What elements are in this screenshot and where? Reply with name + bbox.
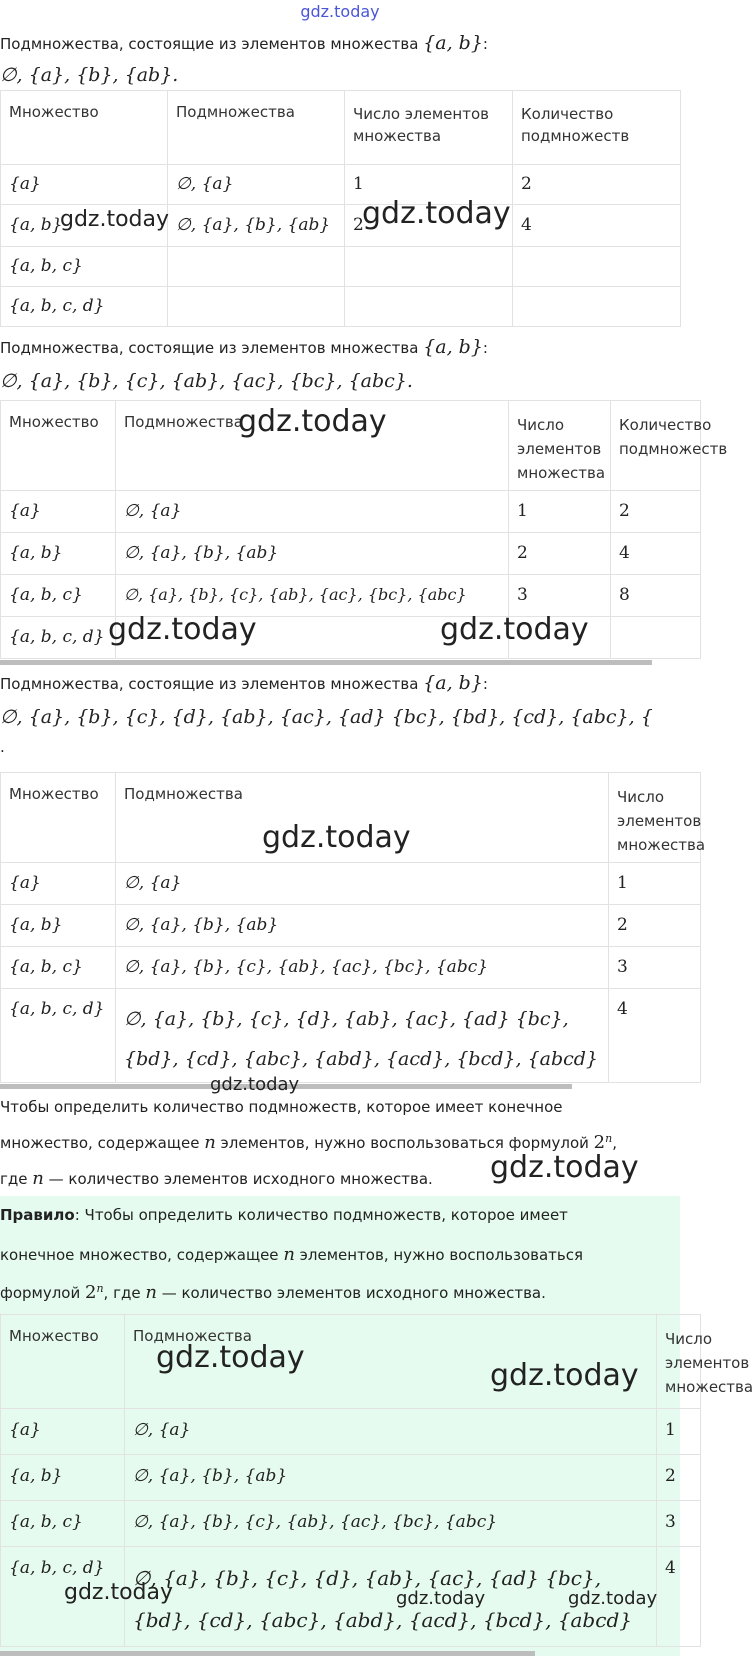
cell-subsets-line: {bd}, {cd}, {abc}, {abd}, {acd}, {bcd}, {abcd} [133, 1608, 632, 1632]
table-row [1, 247, 681, 287]
cell-set: {a, b, c} [1, 1501, 125, 1547]
site-watermark-header: gdz.today [300, 2, 380, 21]
watermark-text: gdz.today [238, 404, 387, 439]
rule-text: — количество элементов исходного множества. [156, 1284, 546, 1302]
block2-subsets-line: ∅, {a}, {b}, {c}, {ab}, {ac}, {bc}, {abc}. [0, 370, 413, 392]
header-subsets: Подмножества [125, 1315, 657, 1409]
cell-subsets-line: ∅, {a}, {b}, {c}, {d}, {ab}, {ac}, {ad} {bc}, [124, 1008, 569, 1030]
header-subsets: Подмножества [116, 773, 609, 863]
cell-subsets: ∅, {a} [116, 491, 509, 533]
formula-two: 2 [593, 1132, 606, 1153]
rule-exponent: n [96, 1282, 104, 1295]
cell-element-count: 3 [609, 947, 701, 989]
header-element-count: Число элементов множества [657, 1315, 701, 1409]
rule-line-1 [0, 1206, 568, 1224]
watermark-text: gdz.today [396, 1588, 486, 1609]
rule-two: 2 [85, 1282, 97, 1303]
table-row [1, 491, 701, 533]
cell-element-count: 2 [509, 533, 611, 575]
table-row [1, 1501, 701, 1547]
block2-intro-set: {a, b} [423, 336, 483, 358]
cell-subsets [168, 287, 345, 327]
table-header-row [1, 91, 681, 165]
horizontal-scrollbar[interactable] [0, 1651, 535, 1656]
header-element-count: Число элементов множества [345, 91, 513, 165]
cell-element-count: 4 [657, 1547, 701, 1647]
cell-set: {a, b, c, d} [1, 989, 116, 1083]
formula-n: n [32, 1168, 44, 1189]
cell-element-count: 1 [657, 1409, 701, 1455]
formula-text: , [612, 1134, 617, 1152]
watermark-text: gdz.today [156, 1340, 305, 1375]
cell-set: {a, b, c} [1, 247, 168, 287]
table-row [1, 617, 701, 659]
cell-element-count: 1 [509, 491, 611, 533]
cell-set: {a, b} [1, 205, 168, 247]
header-subset-count: Количество подмножеств [513, 91, 681, 165]
cell-subset-count [513, 287, 681, 327]
formula-text: где [0, 1170, 33, 1188]
table-row [1, 1409, 701, 1455]
formula-exponent: n [605, 1132, 613, 1145]
block2-intro [0, 336, 488, 358]
rule-line-2 [0, 1244, 583, 1265]
rule-text: конечное множество, содержащее [0, 1246, 284, 1264]
table-row [1, 575, 701, 617]
formula-line-3 [0, 1168, 433, 1189]
watermark-text: gdz.today [64, 1580, 174, 1605]
watermark-text: gdz.today [108, 612, 257, 647]
cell-set: {a, b, c} [1, 947, 116, 989]
watermark-text: gdz.today [490, 1150, 639, 1185]
cell-set: {a} [1, 165, 168, 205]
cell-element-count: 3 [657, 1501, 701, 1547]
cell-set: {a, b} [1, 533, 116, 575]
cell-element-count [345, 287, 513, 327]
block2-intro-tail: : [482, 339, 488, 357]
block3-subsets-line: ∅, {a}, {b}, {c}, {d}, {ab}, {ac}, {ad} {bc}, {bd}, {cd}, {abc}, { [0, 706, 653, 728]
watermark-text: gdz.today [262, 820, 411, 855]
formula-text: элементов, нужно воспользоваться формулой [215, 1134, 594, 1152]
cell-subset-count [611, 617, 701, 659]
header-subsets: Подмножества [168, 91, 345, 165]
formula-n: n [204, 1132, 216, 1153]
header-subsets: Подмножества [116, 401, 509, 491]
block1-intro [0, 32, 488, 54]
watermark-text: gdz.today [210, 1074, 300, 1095]
cell-subsets-line: {bd}, {cd}, {abc}, {abd}, {acd}, {bcd}, {abcd} [124, 1048, 599, 1070]
cell-subset-count: 4 [513, 205, 681, 247]
cell-set: {a, b, c, d} [1, 1547, 125, 1647]
watermark-text: gdz.today [60, 207, 170, 232]
cell-set: {a, b, c} [1, 575, 116, 617]
rule-n: n [283, 1244, 295, 1265]
cell-subsets: ∅, {a} [168, 165, 345, 205]
block3-dot: . [0, 738, 5, 756]
table-row [1, 287, 681, 327]
cell-subsets: ∅, {a}, {b}, {ab} [168, 205, 345, 247]
watermark-text: gdz.today [490, 1358, 639, 1393]
cell-subsets: ∅, {a}, {b}, {ab} [116, 533, 509, 575]
cell-subsets: ∅, {a}, {b}, {ab} [125, 1455, 657, 1501]
table-row [1, 533, 701, 575]
table-row [1, 863, 701, 905]
cell-element-count: 2 [609, 905, 701, 947]
table-row [1, 905, 701, 947]
cell-set: {a, b} [1, 1455, 125, 1501]
block3-table [0, 772, 706, 1083]
formula-line-1: Чтобы определить количество подмножеств, которое имеет конечное [0, 1098, 563, 1116]
cell-set: {a, b} [1, 905, 116, 947]
watermark-text: gdz.today [362, 196, 511, 231]
cell-subset-count: 4 [611, 533, 701, 575]
table-row [1, 1455, 701, 1501]
table-row [1, 165, 681, 205]
cell-subsets-line: ∅, {a}, {b}, {c}, {d}, {ab}, {ac}, {ad} {bc}, [133, 1566, 602, 1590]
cell-subsets: ∅, {a}, {b}, {c}, {ab}, {ac}, {bc}, {abc} [125, 1501, 657, 1547]
formula-text: множество, содержащее [0, 1134, 205, 1152]
rule-text: элементов, нужно воспользоваться [294, 1246, 584, 1264]
formula-text: — количество элементов исходного множества. [43, 1170, 433, 1188]
cell-subset-count [513, 247, 681, 287]
cell-set: {a, b, c, d} [1, 287, 168, 327]
cell-element-count: 3 [509, 575, 611, 617]
cell-element-count: 2 [345, 205, 513, 247]
block2-intro-text: Подмножества, состоящие из элементов множества [0, 339, 424, 357]
cell-subsets: ∅, {a} [116, 863, 609, 905]
watermark-text: gdz.today [568, 1588, 658, 1609]
rule-text: формулой [0, 1284, 85, 1302]
cell-subset-count: 2 [611, 491, 701, 533]
cell-subsets: ∅, {a} [125, 1409, 657, 1455]
block1-intro-tail: : [482, 35, 488, 53]
cell-subsets [116, 989, 609, 1083]
table-row [1, 947, 701, 989]
header-element-count: Число элементов множества [509, 401, 611, 491]
cell-element-count [345, 247, 513, 287]
block1-subsets-line: ∅, {a}, {b}, {ab}. [0, 64, 179, 86]
header-set: Множество [1, 773, 116, 863]
cell-element-count: 1 [345, 165, 513, 205]
cell-subsets: ∅, {a}, {b}, {c}, {ab}, {ac}, {bc}, {abc} [116, 575, 509, 617]
header-set: Множество [1, 91, 168, 165]
block3-intro-text: Подмножества, состоящие из элементов множества [0, 675, 424, 693]
horizontal-scrollbar[interactable] [0, 660, 652, 665]
cell-element-count: 2 [657, 1455, 701, 1501]
cell-element-count: 4 [609, 989, 701, 1083]
cell-set: {a} [1, 491, 116, 533]
rule-label: Правило [0, 1206, 75, 1224]
rule-n: n [145, 1282, 157, 1303]
cell-element-count: 1 [609, 863, 701, 905]
cell-set: {a, b, c, d} [1, 617, 116, 659]
cell-subsets: ∅, {a}, {b}, {ab} [116, 905, 609, 947]
cell-subsets [168, 247, 345, 287]
table-row [1, 989, 701, 1083]
block3-intro-set: {a, b} [423, 672, 483, 694]
header-element-count: Число элементов множества [609, 773, 701, 863]
header-set: Множество [1, 401, 116, 491]
header-set: Множество [1, 1315, 125, 1409]
cell-subset-count: 8 [611, 575, 701, 617]
watermark-text: gdz.today [440, 612, 589, 647]
cell-set: {a} [1, 1409, 125, 1455]
header-subset-count: Количество подмножеств [611, 401, 701, 491]
block3-intro [0, 672, 488, 694]
cell-set: {a} [1, 863, 116, 905]
rule-text: : Чтобы определить количество подмножеств, которое имеет [74, 1206, 568, 1224]
rule-line-3 [0, 1282, 546, 1303]
cell-subsets: ∅, {a}, {b}, {c}, {ab}, {ac}, {bc}, {abc} [116, 947, 609, 989]
block1-intro-text: Подмножества, состоящие из элементов множества [0, 35, 424, 53]
block1-intro-set: {a, b} [423, 32, 483, 54]
block3-intro-tail: : [482, 675, 488, 693]
rule-text: , где [103, 1284, 146, 1302]
cell-subset-count: 2 [513, 165, 681, 205]
